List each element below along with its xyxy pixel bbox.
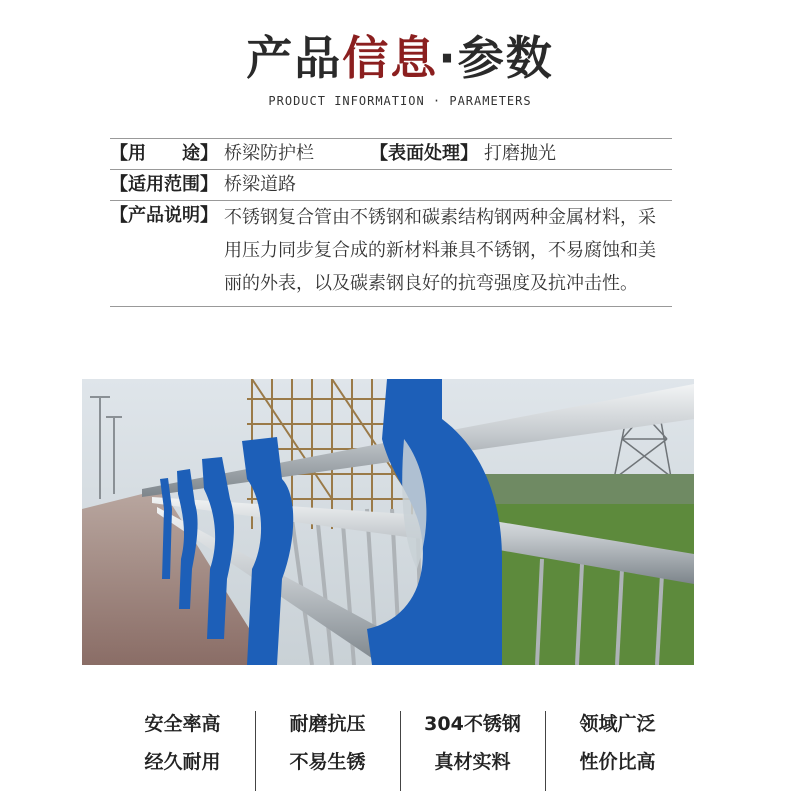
info-row-scope <box>110 170 672 201</box>
header <box>0 30 800 108</box>
feature-item <box>545 705 690 795</box>
feature-line-2: 不易生锈 <box>289 751 366 773</box>
use-label: 【用 途】 <box>110 143 218 164</box>
use-value: 桥梁防护栏 <box>224 143 314 164</box>
feature-line-1: 304不锈钢 <box>424 713 521 735</box>
info-row-use <box>110 138 672 170</box>
page-title <box>0 30 800 86</box>
feature-item <box>110 705 255 795</box>
feature-line-2: 经久耐用 <box>144 751 221 773</box>
feature-line-1: 安全率高 <box>144 713 221 735</box>
desc-label: 【产品说明】 <box>110 205 218 226</box>
page-subtitle: PRODUCT INFORMATION · PARAMETERS <box>268 94 532 108</box>
title-part-3: ·参数 <box>438 31 554 85</box>
feature-line-2: 性价比高 <box>579 751 656 773</box>
scope-label: 【适用范围】 <box>110 174 218 195</box>
feature-item <box>400 705 545 795</box>
feature-line-1: 耐磨抗压 <box>289 713 366 735</box>
info-row-description <box>110 201 672 307</box>
treeline <box>462 474 694 504</box>
feature-line-1: 领域广泛 <box>579 713 656 735</box>
feature-item <box>255 705 400 795</box>
product-info-table <box>110 138 672 307</box>
surface-value: 打磨抛光 <box>484 143 556 164</box>
product-photo <box>82 379 694 665</box>
feature-line-2: 真材实料 <box>434 751 511 773</box>
scope-value: 桥梁道路 <box>224 174 296 195</box>
bridge-railing-illustration <box>82 379 694 665</box>
title-part-1: 产品 <box>246 31 343 85</box>
desc-value: 不锈钢复合管由不锈钢和碳素结构钢两种金属材料，采用压力同步复合成的新材料兼具不锈钢，不易腐蚀和美丽的外表，以及碳素钢良好的抗弯强度及抗冲击性。 <box>224 207 656 294</box>
surface-label: 【表面处理】 <box>370 143 478 164</box>
title-part-2: 信息 <box>342 31 439 85</box>
feature-list <box>110 705 690 795</box>
